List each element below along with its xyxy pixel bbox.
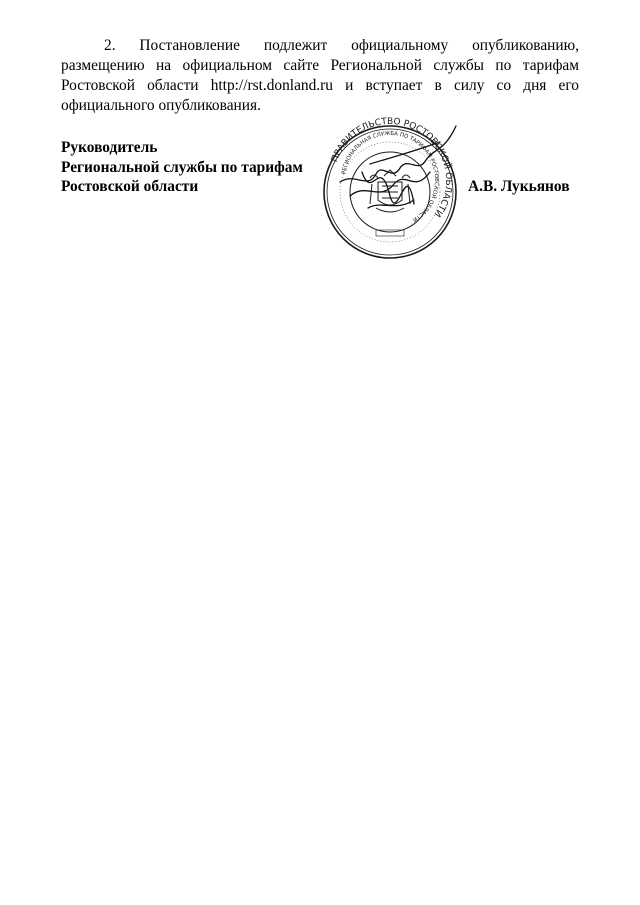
position-line-1: Руководитель bbox=[61, 139, 158, 156]
stamp-inner-text: РЕГИОНАЛЬНАЯ СЛУЖБА ПО ТАРИФАМ РОСТОВСКОЙ ОБЛАСТИ bbox=[341, 130, 440, 223]
position-line-3: Ростовской области bbox=[61, 178, 199, 195]
signer-name: А.В. Лукьянов bbox=[468, 178, 570, 195]
position-line-2: Региональной службы по тарифам bbox=[61, 158, 303, 176]
signature-position-block bbox=[61, 138, 303, 197]
resolution-paragraph: 2. Постановление подлежит официальному опубликованию, размещению на официальном сайте Региональной службы по тарифам Ростовской области http://rst.donland.ru и вступает в силу со дня его официального опубликования. bbox=[61, 37, 579, 114]
stamp-outer-text: ПРАВИТЕЛЬСТВО РОСТОВСКОЙ ОБЛАСТИ bbox=[330, 116, 454, 219]
official-seal-stamp bbox=[310, 112, 470, 262]
